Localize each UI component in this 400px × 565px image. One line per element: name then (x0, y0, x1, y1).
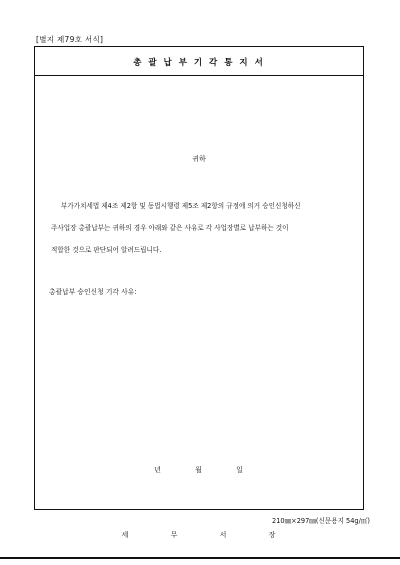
recipient-honorific: 귀하 (192, 155, 206, 163)
paper-spec: 210㎜×297㎜(신문용지 54g/㎡) (272, 517, 370, 525)
tax-office-char-2: 무 (170, 531, 179, 539)
bottom-divider (0, 557, 400, 559)
form-number: [별지 제79호 서식] (36, 35, 104, 44)
tax-office-char-3: 서 (219, 531, 228, 539)
date-year: 년 (154, 466, 162, 474)
tax-office-head (35, 530, 363, 540)
date-day: 일 (236, 466, 244, 474)
body-line-3: 적합한 것으로 판단되어 알려드립니다. (51, 246, 162, 254)
title-row (35, 47, 363, 76)
tax-office-char-1: 세 (121, 531, 130, 539)
date-month: 월 (195, 466, 203, 474)
date-line (35, 465, 363, 475)
tax-office-char-4: 장 (268, 531, 277, 539)
body-line-1: 부가가치세법 제4조 제2항 및 동법시행령 제5조 제2항의 규정에 의거 승인신청하신 (61, 202, 301, 210)
rejection-reason-label: 총괄납부 승인신청 기각 사유: (49, 288, 137, 296)
form-title: 총 괄 납 부 기 각 통 지 서 (133, 58, 265, 68)
body-line-2: 주사업장 총괄납부는 귀하의 경우 아래와 같은 사유로 각 사업장별로 납부하는 것이 (51, 224, 289, 232)
